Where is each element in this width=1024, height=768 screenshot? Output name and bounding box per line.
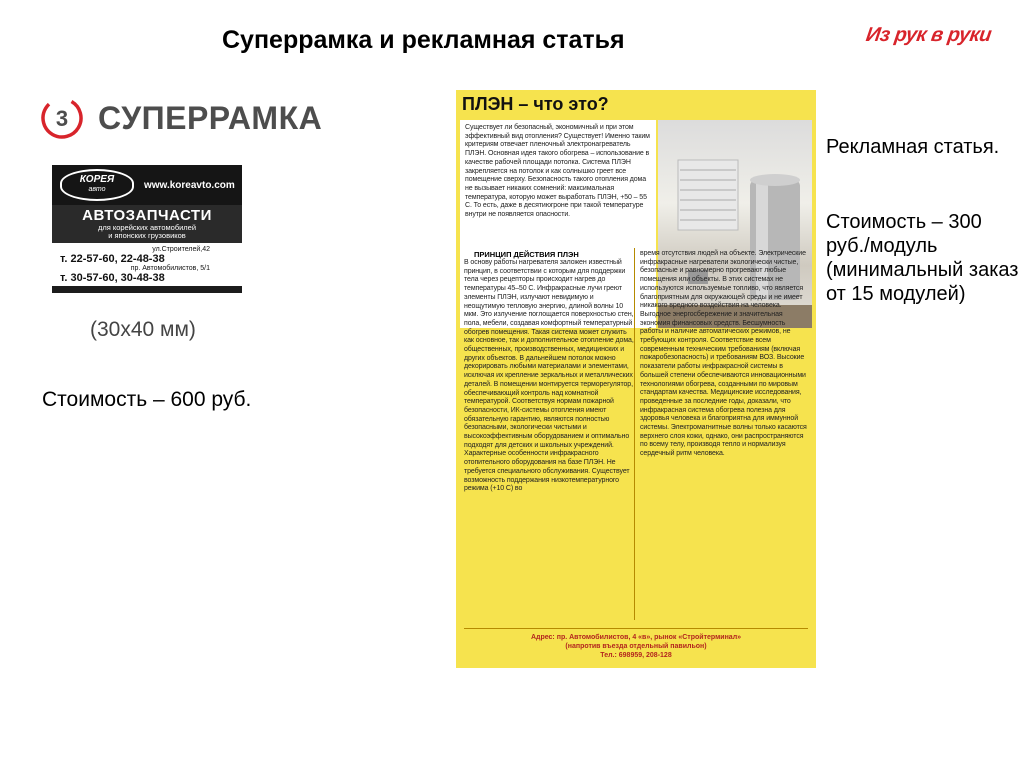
article-footer-2: (напротив въезда отдельный павильон) [565, 643, 707, 650]
ad-headline: АВТОЗАПЧАСТИ [82, 207, 212, 224]
footer-divider [464, 628, 808, 629]
ad-phone-2: т. 30-57-60, 30-48-38 [60, 272, 165, 284]
number-circle-icon [40, 96, 84, 140]
article-footer [464, 633, 808, 660]
article-col2-text: время отсутствия людей на объекте. Электрические инфракрасные нагреватели экологически чистые, безопасные и равномерно прогревают любые помещения или объекты. В этих системах не используются иcпользуемые топливо, что является благоприятным для окружающей среды и не имеет никакого вредного воздействия на человека. Выгодное энергосбережение и значительная экономия финансовых средств. Бесшумность работы и наличие автоматических режимов, не требующих контроля. Соответствие всем современным техническим требованиям (включая пожаробезопасность) и требованиям ВОЗ. Высокие показатели работы инфракрасной системы в большей степени обеспечиваются инновационными технологиями обогрева, созданными по мировым стандартам качества. Медицинские исследования, проведенные за последние годы, доказали, что инфракрасная система обогрева полезна для здоровья человека и благоприятна для иммунной системы. Электромагнитные волны только касаются верхнего слоя кожи, однако, они распространяются по всему телу, производя тепло и нормализуя сердечный ритм человека. [640, 250, 807, 458]
brand-logo: Из рук в руки [864, 24, 993, 46]
article-intro: Существует ли безопасный, экономичный и при этом эффективный вид отопления? Существует! Именно таким критериям отвечает пленочный электронагреватель ПЛЭН. Основная идея такого обогрева – использование в качестве рабочей площади потолка. Система ПЛЭН закрепляется на потолок и как солнышко греет все помещение сверху. Безопасность такого отопления дома не вызывает никаких сомнений: максимальная температура, которую может выработать ПЛЭН, +50 – 55 С. То есть, даже в десятиюгроне при такой температуре внутри не появляется опасности. [465, 124, 650, 219]
ad-subline-1: для корейских автомобилей [97, 223, 197, 232]
article-column-2 [640, 250, 810, 459]
superframe-size: (30х40 мм) [90, 318, 196, 341]
article-footer-1: Адрес: пр. Автомобилистов, 4 «в», рынок «Стройтерминал» [530, 634, 742, 641]
article-col1-text: В основу работы нагревателя заложен известный принцип, в соответствии с которым для поддержки тела через рецепторы происходит нагрев до температуры 45–50 С. Инфракрасные лучи греют элементы ПЛЭН, излучают невидимую и неощутимую тепловую энергию, длиной волны 10 мкм. Это излучение поглощается поверхностью стен, пола, мебели, создавая комфортный температурный обогрев помещения. Такая система может служить как основное, так и дополнительное отопление дома, общественных, производственных, медицинских и других объектов. В дальнейшем потолок можно декорировать любыми материалами и элементами, исключая их крепление зеркальных и металлических деталей. В помещении монтируется терморегулятор, обеспечивающий контроль над комнатной температурой. Соответствуя нормам пожарной безопасности, ИК-системы отопления имеют обязательную гарантию, являются полностью безопасными, экологически чистыми и высокоэффективным оборудованием и оптимально подходят для детских и школьных учреждений. Характерные особенности инфракрасного отопительного оборудования на базе ПЛЭН. Не требуется специального обслуживания. Существует возможность поддержания низкотемпературного режима (+10 С) во [464, 259, 634, 493]
ad-address-2: пр. Автомобилистов, 5/1 [130, 265, 210, 272]
superframe-label: СУПЕРРАМКА [98, 99, 323, 136]
article-headline: ПЛЭН – что это? [462, 94, 609, 114]
superframe-price: Стоимость – 600 руб. [42, 388, 252, 411]
superframe-number: 3 [55, 106, 69, 131]
article-footer-3: Тел.: 698959, 208-128 [600, 652, 672, 659]
superframe-logo [40, 96, 322, 140]
korea-logo-top: КОРЕЯ [79, 174, 115, 185]
ad-phone-1: т. 22-57-60, 22-48-38 [60, 253, 165, 265]
korea-auto-ad [52, 165, 242, 293]
slide-title: Суперрамка и рекламная статья [222, 26, 625, 54]
column-divider [634, 248, 635, 620]
article-label: Рекламная статья. [826, 136, 1000, 158]
article-sample [456, 90, 816, 668]
ad-address-1: ул.Строителей,42 [152, 246, 210, 253]
korea-logo [60, 169, 134, 201]
article-price: Стоимость – 300 руб./модуль (минимальный заказ от 15 модулей) [826, 211, 1019, 305]
ad-url: www.koreavto.com [144, 179, 235, 191]
article-col1-title: ПРИНЦИП ДЕЙСТВИЯ ПЛЭН [474, 250, 579, 259]
article-column-1 [464, 250, 634, 494]
ad-subline-2: и японских грузовиков [108, 231, 186, 240]
korea-logo-bottom: авто [88, 186, 106, 193]
